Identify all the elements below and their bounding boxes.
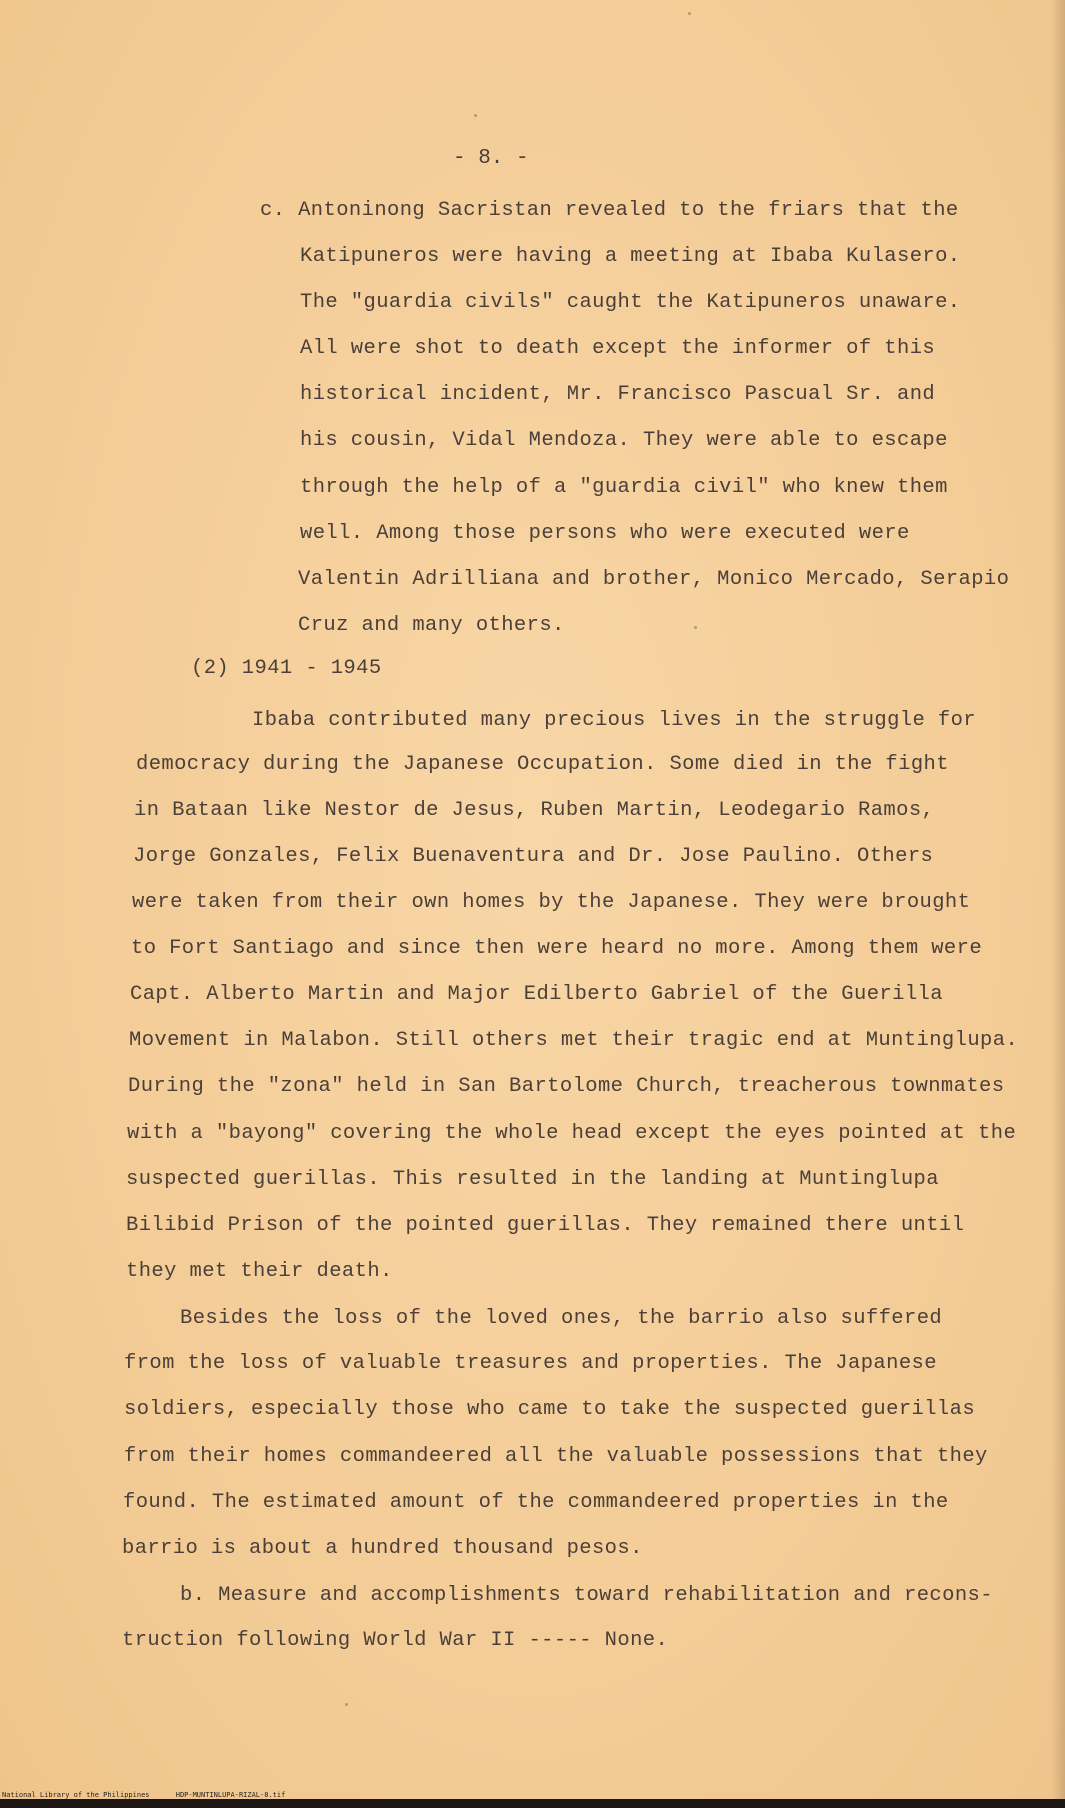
paper-speck bbox=[694, 626, 697, 629]
paragraph-2-line: barrio is about a hundred thousand pesos. bbox=[122, 1537, 643, 1560]
paragraph-1-line: During the "zona" held in San Bartolome Church, treacherous townmates bbox=[128, 1075, 1005, 1098]
paragraph-1-line: with a "bayong" covering the whole head except the eyes pointed at the bbox=[127, 1122, 1017, 1145]
page-number: - 8. - bbox=[453, 147, 529, 170]
section-c-line: well. Among those persons who were executed were bbox=[300, 522, 910, 545]
section-heading-1941-1945: (2) 1941 - 1945 bbox=[191, 657, 382, 680]
scan-bottom-bar bbox=[0, 1799, 1065, 1808]
paper-speck bbox=[688, 12, 691, 15]
paragraph-1-line: Jorge Gonzales, Felix Buenaventura and Dr. Jose Paulino. Others bbox=[133, 845, 934, 868]
paragraph-2-line: from their homes commandeered all the valuable possessions that they bbox=[124, 1445, 988, 1468]
page-edge-shadow bbox=[1051, 0, 1065, 1808]
paragraph-2-line: from the loss of valuable treasures and properties. The Japanese bbox=[124, 1352, 937, 1375]
section-c-line: historical incident, Mr. Francisco Pascual Sr. and bbox=[300, 383, 936, 406]
section-c-line: All were shot to death except the informer of this bbox=[300, 337, 936, 360]
paragraph-2-line: Besides the loss of the loved ones, the barrio also suffered bbox=[180, 1307, 943, 1330]
item-b-line: truction following World War II ----- None. bbox=[122, 1629, 669, 1652]
paragraph-1-line: were taken from their own homes by the Japanese. They were brought bbox=[132, 891, 971, 914]
paragraph-1-line: in Bataan like Nestor de Jesus, Ruben Martin, Leodegario Ramos, bbox=[134, 799, 935, 822]
paragraph-1-line: they met their death. bbox=[126, 1260, 393, 1283]
section-c-line: Cruz and many others. bbox=[298, 614, 565, 637]
item-b-line: b. Measure and accomplishments toward rehabilitation and recons- bbox=[180, 1584, 993, 1607]
library-credit: National Library of the Philippines bbox=[2, 1791, 150, 1799]
scan-footer bbox=[2, 1791, 307, 1799]
paragraph-1-line: Ibaba contributed many precious lives in the struggle for bbox=[252, 709, 977, 732]
section-c-line: Katipuneros were having a meeting at Ibaba Kulasero. bbox=[300, 245, 961, 268]
paragraph-1-line: Movement in Malabon. Still others met their tragic end at Muntinglupa. bbox=[129, 1029, 1019, 1052]
section-c-line: c. Antoninong Sacristan revealed to the friars that the bbox=[260, 199, 959, 222]
paragraph-1-line: Bilibid Prison of the pointed guerillas. They remained there until bbox=[126, 1214, 965, 1237]
section-c-line: through the help of a "guardia civil" who knew them bbox=[300, 476, 948, 499]
paragraph-1-line: suspected guerillas. This resulted in the landing at Muntinglupa bbox=[126, 1168, 939, 1191]
paragraph-2-line: soldiers, especially those who came to take the suspected guerillas bbox=[124, 1398, 976, 1421]
scan-filename: HDP-MUNTINLUPA-RIZAL-8.tif bbox=[175, 1791, 286, 1799]
paper-speck bbox=[474, 114, 477, 117]
section-c-line: The "guardia civils" caught the Katipuneros unaware. bbox=[300, 291, 961, 314]
section-c-line: Valentin Adrilliana and brother, Monico Mercado, Serapio bbox=[298, 568, 1010, 591]
paragraph-1-line: to Fort Santiago and since then were heard no more. Among them were bbox=[131, 937, 983, 960]
paragraph-1-line: Capt. Alberto Martin and Major Edilberto Gabriel of the Guerilla bbox=[130, 983, 943, 1006]
paragraph-2-line: found. The estimated amount of the commandeered properties in the bbox=[123, 1491, 949, 1514]
section-c-line: his cousin, Vidal Mendoza. They were able to escape bbox=[300, 429, 948, 452]
paper-speck bbox=[345, 1703, 348, 1706]
paragraph-1-line: democracy during the Japanese Occupation. Some died in the fight bbox=[136, 753, 949, 776]
